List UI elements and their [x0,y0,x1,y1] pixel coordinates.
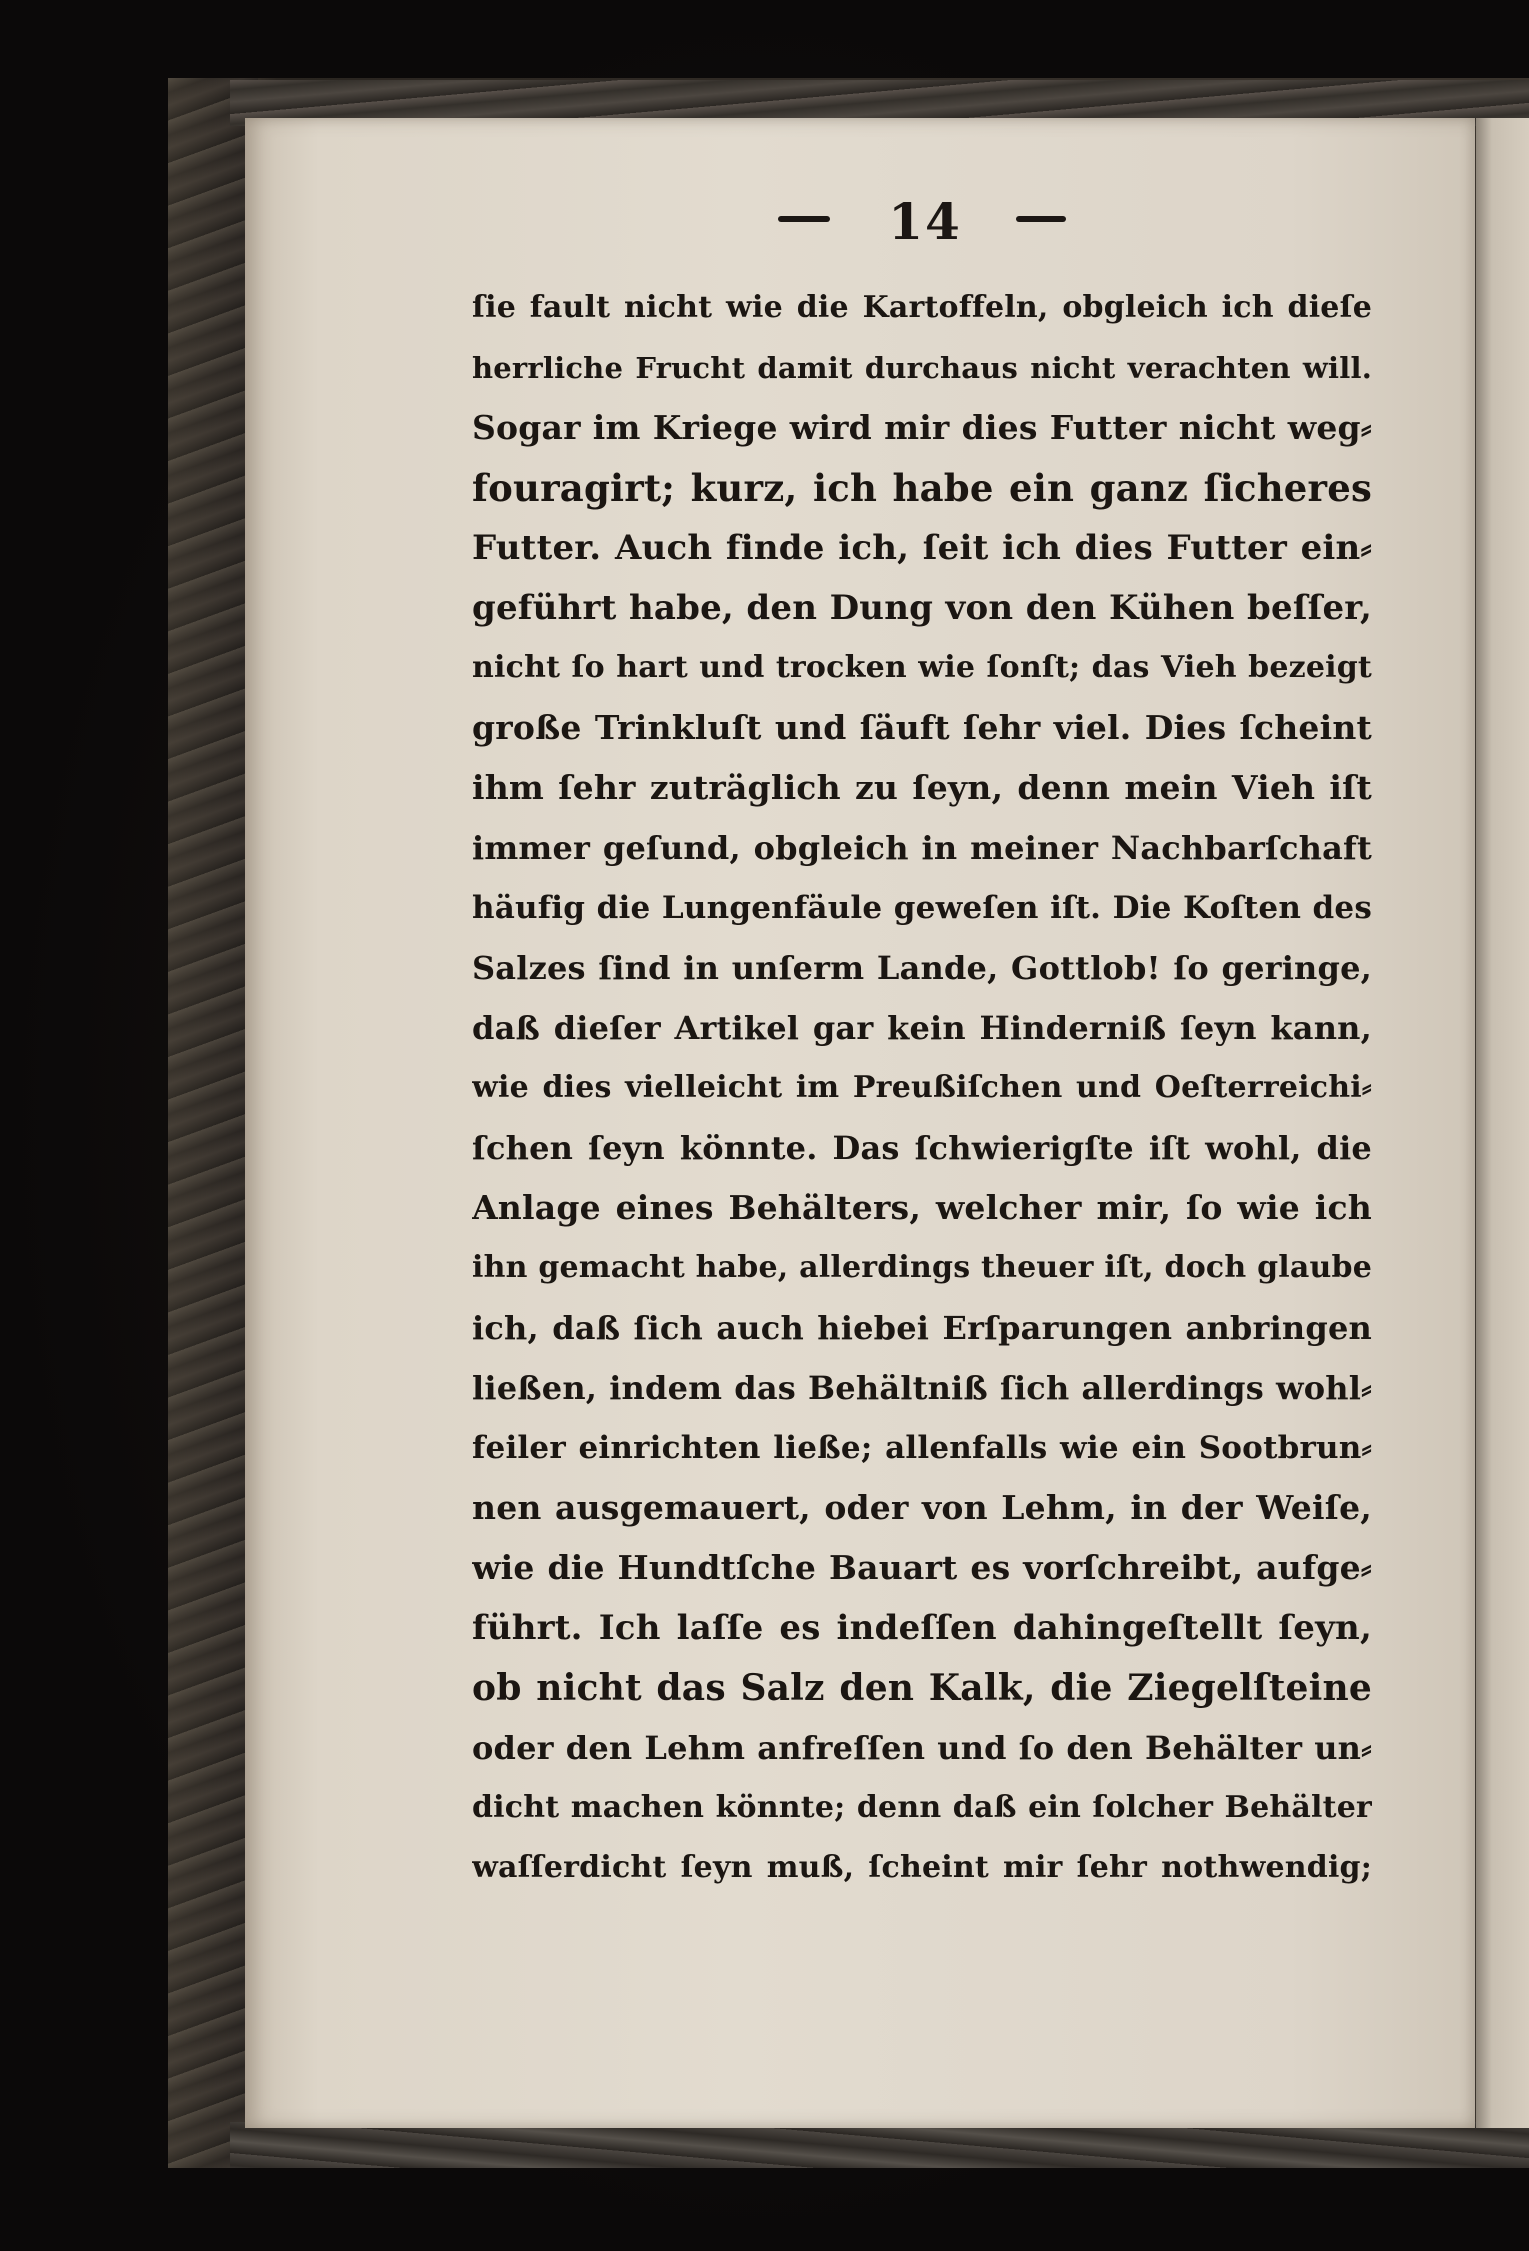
text-line: ob nicht das Salz den Kalk, die Ziegelſteine [472,1667,1372,1709]
text-line: fouragirt; kurz, ich habe ein ganz ſicheres [472,466,1372,510]
text-line: ſie fault nicht wie die Kartoffeln, obgleich ich dieſe [472,290,1372,325]
text-line: Salzes ſind in unſerm Lande, Gottlob! ſo geringe, [472,949,1372,987]
text-line: nicht ſo hart und trocken wie ſonſt; das Vieh bezeigt [472,650,1372,685]
text-line: Sogar im Kriege wird mir dies Futter nicht weg⸗ [472,408,1372,447]
page-number: 14 [888,192,962,251]
adjacent-page-edge [1476,118,1529,2128]
text-line: dicht machen könnte; denn daß ein ſolcher Behälter [472,1790,1372,1825]
text-line: oder den Lehm anfreſſen und ſo den Behälter un⸗ [472,1729,1372,1767]
text-line: wie die Hundtſche Bauart es vorſchreibt, aufge⸗ [472,1548,1372,1587]
text-line: ſchen ſeyn könnte. Das ſchwierigſte iſt wohl, die [472,1129,1372,1167]
text-line: ließen, indem das Behältniß ſich allerdings wohl⸗ [472,1369,1372,1407]
text-line: ich, daß ſich auch hiebei Erſparungen anbringen [472,1309,1372,1347]
text-line: ihm ſehr zuträglich zu ſeyn, denn mein Vieh iſt [472,768,1372,807]
text-line: herrliche Frucht damit durchaus nicht verachten will. [472,351,1372,385]
text-line: nen ausgemauert, oder von Lehm, in der Weiſe, [472,1488,1372,1527]
body-text [472,278,1372,1898]
text-line: Anlage eines Behälters, welcher mir, ſo wie ich [472,1188,1372,1227]
text-line: Futter. Auch finde ich, ſeit ich dies Futter ein⸗ [472,528,1372,568]
text-line: große Trinkluſt und ſäuft ſehr viel. Dies ſcheint [472,708,1372,747]
text-line: daß dieſer Artikel gar kein Hinderniß ſeyn kann, [472,1009,1372,1047]
text-line: ihn gemacht habe, allerdings theuer iſt, doch glaube [472,1250,1372,1285]
text-line: wie dies vielleicht im Preußiſchen und Oeſterreichi⸗ [472,1070,1372,1105]
text-line: führt. Ich laſſe es indeſſen dahingeſtellt ſeyn, [472,1608,1372,1648]
text-line: waſſerdicht ſeyn muß, ſcheint mir ſehr nothwendig; [472,1850,1372,1885]
text-line: immer geſund, obgleich in meiner Nachbarſchaft [472,829,1372,867]
book-bottom-edge [230,2122,1529,2168]
text-line: häufig die Lungenfäule geweſen iſt. Die Koſten des [472,890,1372,926]
text-line: feiler einrichten ließe; allenfalls wie ein Sootbrun⸗ [472,1430,1372,1466]
text-line: geführt habe, den Dung von den Kühen beſſer, [472,588,1372,628]
